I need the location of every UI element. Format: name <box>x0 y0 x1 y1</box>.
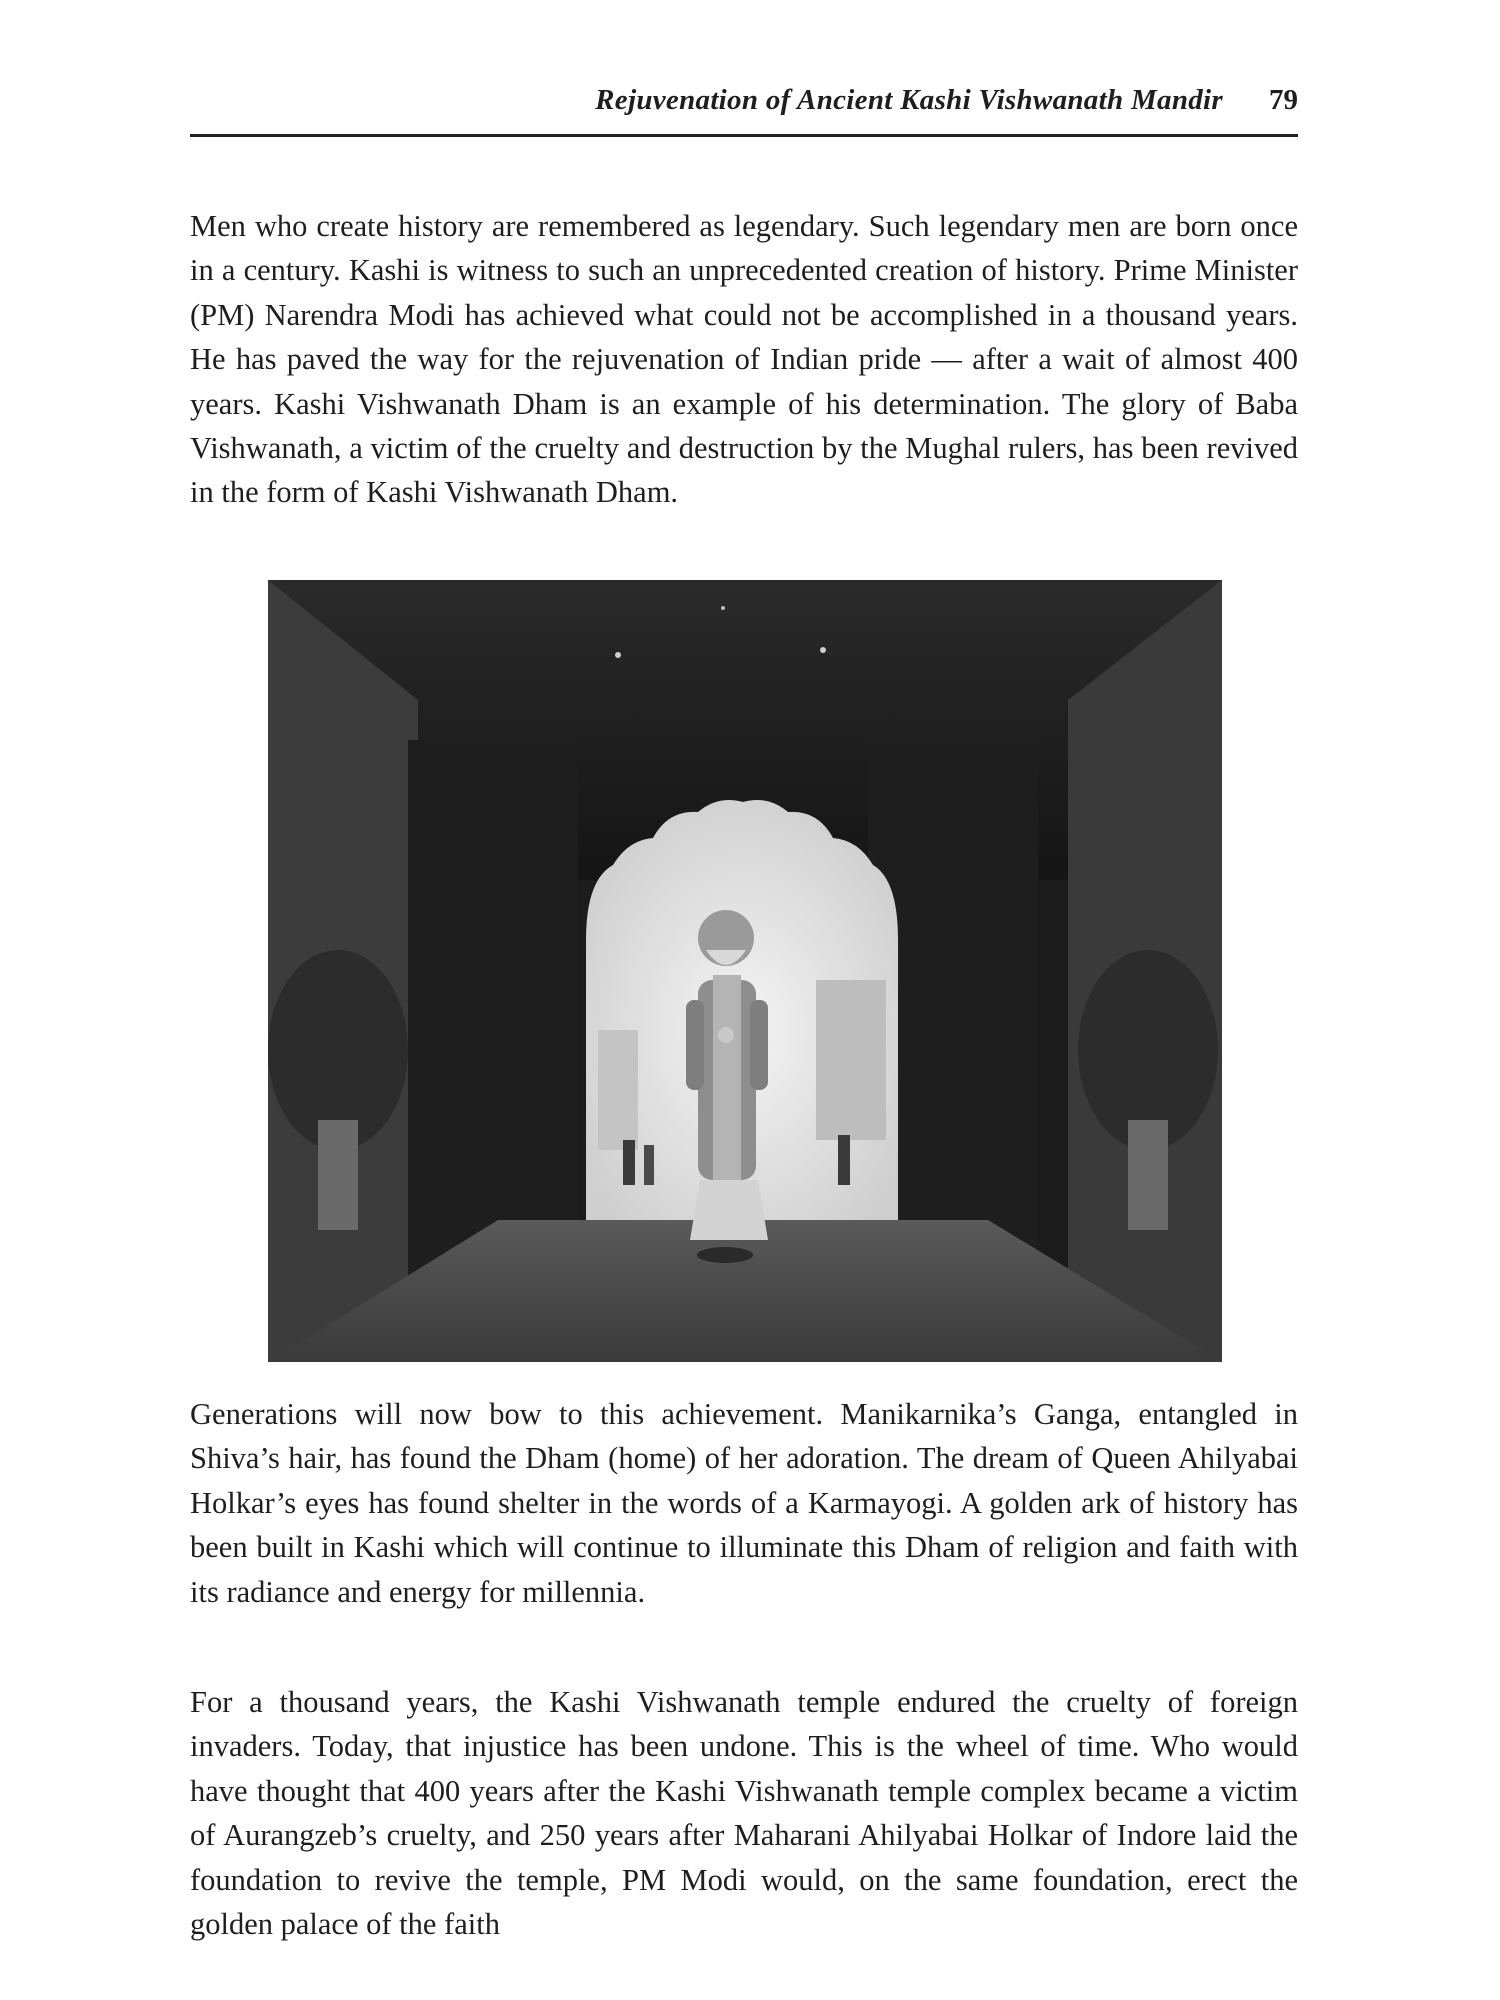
photo-archway-illustration <box>268 580 1222 1362</box>
header-rule <box>190 134 1298 137</box>
page-number: 79 <box>1269 84 1298 116</box>
running-title: Rejuvenation of Ancient Kashi Vishwanath Mandir <box>595 84 1223 116</box>
paragraph-intro: Men who create history are remembered as legendary. Such legendary men are born once in a century. Kashi is witness to such an unprecedented creation of history. Prime Minister (PM) Narendra Modi has achieved what could not be accomplished in a thousand years. He has paved the way for the rejuvenation of Indian pride — after a wait of almost 400 years. Kashi Vishwanath Dham is an example of his determination. The glory of Baba Vishwanath, a victim of the cruelty and destruction by the Mughal rulers, has been revived in the form of Kashi Vishwanath Dham. <box>190 209 1298 510</box>
paragraph-generations: Generations will now bow to this achievement. Manikarnika’s Ganga, entangled in Shiva’s hair, has found the Dham (home) of her adoration. The dream of Queen Ahilyabai Holkar’s eyes has found shelter in the words of a Karmayogi. A golden ark of history has been built in Kashi which will continue to illuminate this Dham of religion and faith with its radiance and energy for millennia. <box>190 1397 1298 1609</box>
running-header <box>190 84 1298 117</box>
photo-figure <box>268 580 1222 1362</box>
paragraph-thousand-years: For a thousand years, the Kashi Vishwanath temple endured the cruelty of foreign invaders. Today, that injustice has been undone. This is the wheel of time. Who would have thought that 400 years after the Kashi Vishwanath temple complex became a victim of Aurangzeb’s cruelty, and 250 years after Maharani Ahilyabai Holkar of Indore laid the foundation to revive the temple, PM Modi would, on the same foundation, erect the golden palace of the faith <box>190 1685 1298 1942</box>
